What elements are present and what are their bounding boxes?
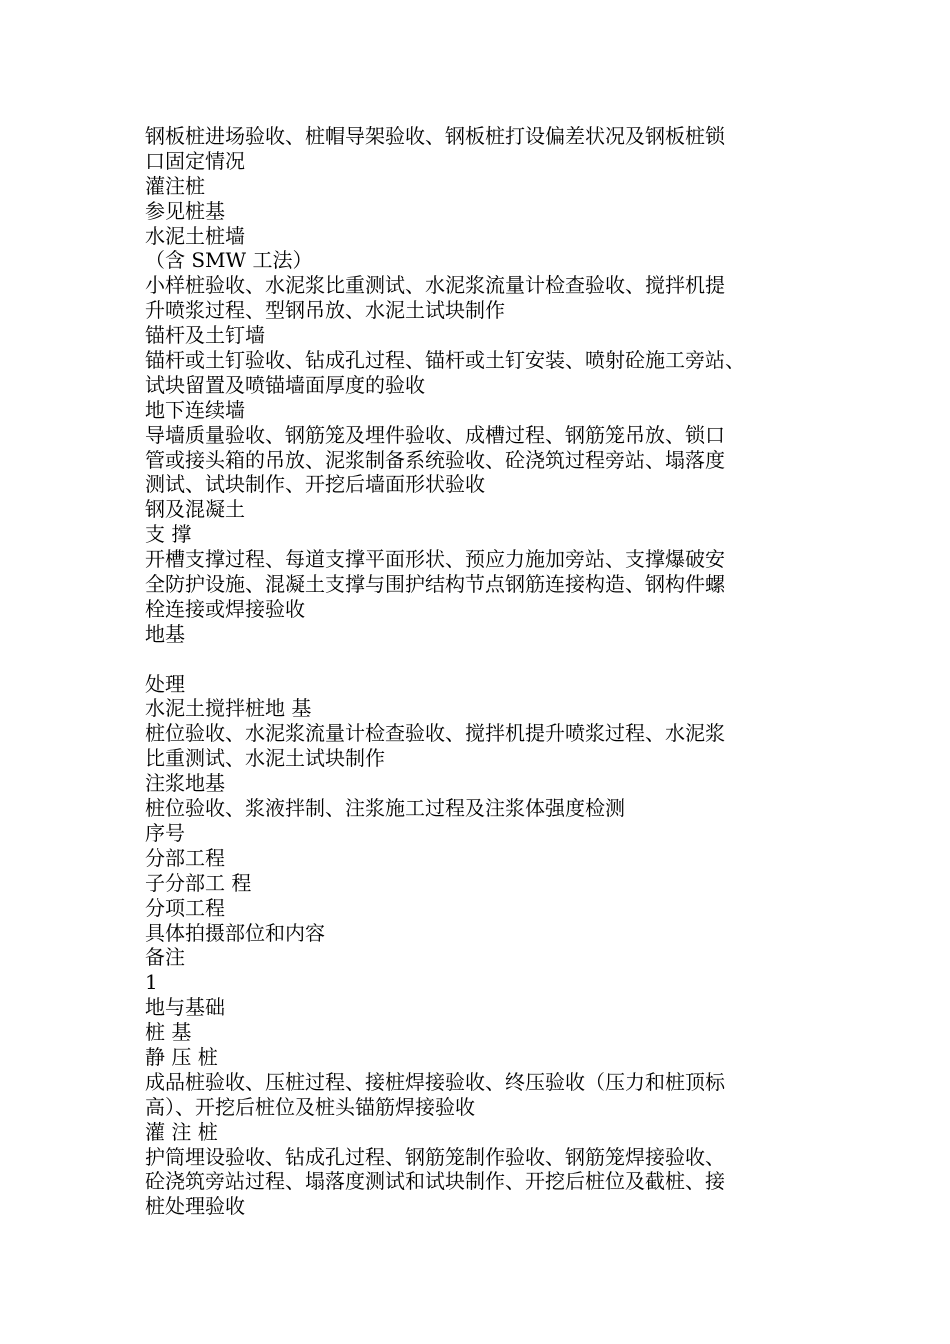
text-line: 地下连续墙 bbox=[145, 397, 245, 422]
text-line: 高）、开挖后桩位及桩头锚筋焊接验收 bbox=[145, 1094, 475, 1119]
text-line: 静 压 桩 bbox=[145, 1044, 218, 1069]
text-line: 栓连接或焊接验收 bbox=[145, 596, 305, 621]
text-line: 序号 bbox=[145, 820, 185, 845]
document-body bbox=[145, 124, 845, 1219]
text-line: 桩位验收、水泥浆流量计检查验收、搅拌机提升喷浆过程、水泥浆 bbox=[145, 721, 725, 746]
text-line: 测试、试块制作、开挖后墙面形状验收 bbox=[145, 472, 485, 497]
text-line: 水泥土桩墙 bbox=[145, 223, 245, 248]
text-line: 开槽支撑过程、每道支撑平面形状、预应力施加旁站、支撑爆破安 bbox=[145, 547, 725, 572]
text-line: （含 SMW 工法） bbox=[145, 248, 313, 273]
text-line: 护筒埋设验收、钻成孔过程、钢筋笼制作验收、钢筋笼焊接验收、 bbox=[145, 1144, 725, 1169]
text-line: 具体拍摄部位和内容 bbox=[145, 920, 325, 945]
text-line: 钢板桩进场验收、桩帽导架验收、钢板桩打设偏差状况及钢板桩锁 bbox=[145, 124, 725, 148]
text-line: 支 撑 bbox=[145, 522, 192, 547]
blank-line bbox=[145, 647, 845, 672]
text-line: 处理 bbox=[145, 671, 185, 696]
text-line: 灌注桩 bbox=[145, 173, 205, 198]
text-line: 成品桩验收、压桩过程、接桩焊接验收、终压验收（压力和桩顶标 bbox=[145, 1069, 725, 1094]
text-line: 1 bbox=[145, 970, 158, 995]
text-line: 桩处理验收 bbox=[145, 1194, 245, 1219]
text-line: 注浆地基 bbox=[145, 771, 225, 796]
text-line: 子分部工 程 bbox=[145, 870, 252, 895]
text-line: 锚杆及土钉墙 bbox=[145, 323, 265, 348]
text-line: 参见桩基 bbox=[145, 198, 225, 223]
text-line: 水泥土搅拌桩地 基 bbox=[145, 696, 312, 721]
text-line: 砼浇筑旁站过程、塌落度测试和试块制作、开挖后桩位及截桩、接 bbox=[145, 1169, 725, 1194]
text-line: 口固定情况 bbox=[145, 148, 245, 173]
text-line: 桩位验收、浆液拌制、注浆施工过程及注浆体强度检测 bbox=[145, 796, 625, 821]
text-line: 桩 基 bbox=[145, 1020, 192, 1045]
text-line: 比重测试、水泥土试块制作 bbox=[145, 746, 385, 771]
text-line: 钢及混凝土 bbox=[145, 497, 245, 522]
text-line: 导墙质量验收、钢筋笼及埋件验收、成槽过程、钢筋笼吊放、锁口 bbox=[145, 422, 725, 447]
text-line: 小样桩验收、水泥浆比重测试、水泥浆流量计检查验收、搅拌机提 bbox=[145, 273, 725, 298]
text-line: 全防护设施、混凝土支撑与围护结构节点钢筋连接构造、钢构件螺 bbox=[145, 572, 725, 597]
text-line: 地与基础 bbox=[145, 995, 225, 1020]
text-line: 分项工程 bbox=[145, 895, 225, 920]
text-line: 分部工程 bbox=[145, 845, 225, 870]
text-line: 试块留置及喷锚墙面厚度的验收 bbox=[145, 372, 425, 397]
text-line: 管或接头箱的吊放、泥浆制备系统验收、砼浇筑过程旁站、塌落度 bbox=[145, 447, 725, 472]
text-line: 灌 注 桩 bbox=[145, 1119, 218, 1144]
text-line: 锚杆或土钉验收、钻成孔过程、锚杆或土钉安装、喷射砼施工旁站、 bbox=[145, 348, 745, 373]
text-line: 地基 bbox=[145, 621, 185, 646]
text-line: 升喷浆过程、型钢吊放、水泥土试块制作 bbox=[145, 298, 505, 323]
text-line: 备注 bbox=[145, 945, 185, 970]
